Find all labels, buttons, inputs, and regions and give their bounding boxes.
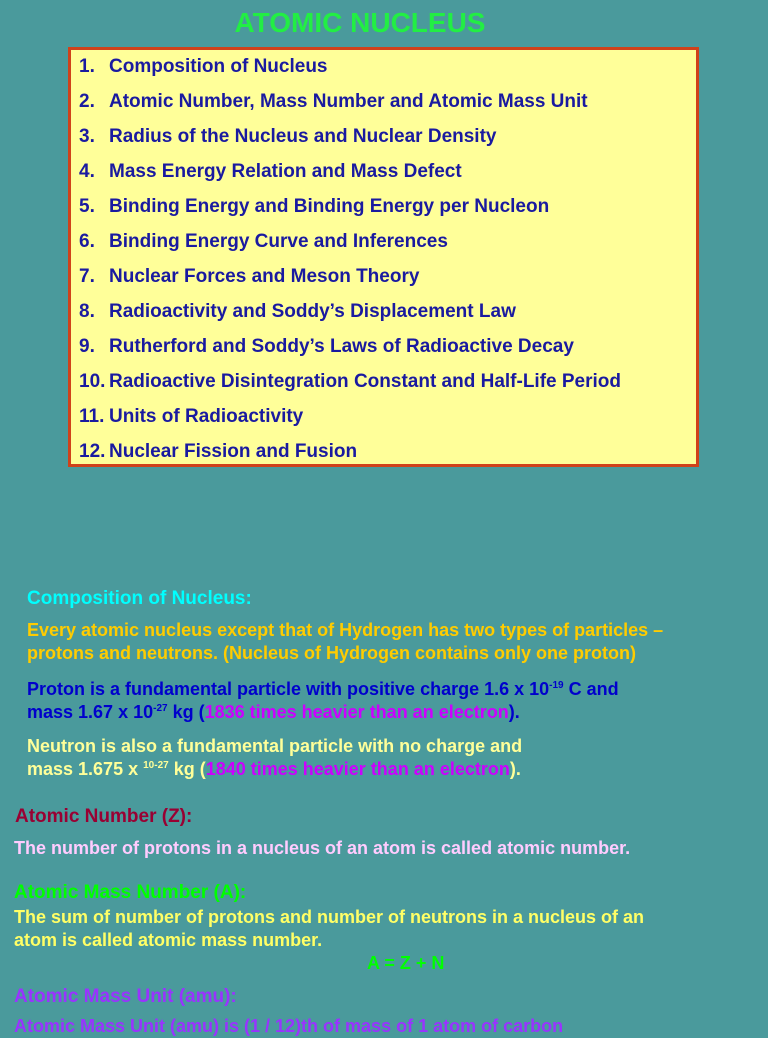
toc-item-label: Binding Energy Curve and Inferences	[109, 231, 448, 252]
toc-item-label: Composition of Nucleus	[109, 56, 328, 77]
neutron-mass-text: mass 1.675 x	[27, 759, 144, 779]
toc-item	[79, 405, 303, 429]
neutron-comparison: 1840 times heavier than an electron	[205, 759, 510, 779]
toc-item-number: 4.	[79, 161, 95, 182]
toc-item	[79, 265, 419, 289]
composition-paragraph-line-1: Every atomic nucleus except that of Hydrogen has two types of particles –	[27, 620, 664, 640]
toc-item	[79, 55, 328, 79]
toc-item-number: 12.	[79, 441, 106, 462]
proton-line-2	[27, 701, 520, 724]
proton-comparison: 1836 times heavier than an electron	[204, 702, 509, 722]
toc-item-number: 5.	[79, 196, 95, 217]
neutron-mass-exponent: 10-27	[143, 760, 169, 771]
toc-item-label: Radius of the Nucleus and Nuclear Density	[109, 126, 497, 147]
composition-paragraph-line-2: protons and neutrons. (Nucleus of Hydrogen contains only one proton)	[27, 643, 637, 663]
toc-item-number: 7.	[79, 266, 95, 287]
page-title: ATOMIC NUCLEUS	[234, 7, 486, 38]
neutron-close: ).	[509, 759, 521, 779]
atomic-number-heading: Atomic Number (Z):	[15, 806, 193, 827]
toc-item	[79, 160, 462, 184]
toc-item	[79, 300, 516, 324]
toc-item	[79, 195, 549, 219]
toc-item-label: Radioactive Disintegration Constant and Half-Life Period	[109, 371, 622, 392]
toc-item-number: 11.	[79, 406, 105, 427]
toc-item	[79, 125, 496, 149]
mass-number-definition-line-2: atom is called atomic mass number.	[14, 930, 323, 950]
proton-mass-exponent: -27	[153, 703, 168, 714]
proton-charge-text: Proton is a fundamental particle with positive charge 1.6 x 10	[27, 679, 550, 699]
amu-definition-partial: Atomic Mass Unit (amu) is (1 / 12)th of mass of 1 atom of carbon	[14, 1016, 564, 1036]
toc-item-label: Rutherford and Soddy’s Laws of Radioactive Decay	[109, 336, 574, 357]
composition-heading: Composition of Nucleus:	[27, 588, 252, 609]
toc-item-label: Nuclear Fission and Fusion	[109, 441, 358, 462]
proton-charge-exponent: -19	[549, 680, 564, 691]
toc-item-number: 8.	[79, 301, 95, 322]
toc-item-number: 3.	[79, 126, 95, 147]
proton-line-1	[27, 678, 619, 701]
toc-item-number: 2.	[79, 91, 95, 112]
mass-number-definition-line-1: The sum of number of protons and number of neutrons in a nucleus of an	[14, 907, 645, 927]
mass-number-formula: A = Z + N	[367, 953, 445, 973]
neutron-line-2	[27, 758, 521, 781]
toc-item-label: Atomic Number, Mass Number and Atomic Mass Unit	[109, 91, 588, 112]
neutron-line-1: Neutron is also a fundamental particle with no charge and	[27, 736, 523, 756]
toc-item-label: Nuclear Forces and Meson Theory	[109, 266, 420, 287]
atomic-number-definition: The number of protons in a nucleus of an atom is called atomic number.	[14, 838, 631, 858]
mass-number-heading: Atomic Mass Number (A):	[14, 882, 247, 903]
toc-item-number: 10.	[79, 371, 106, 392]
proton-close: ).	[508, 702, 520, 722]
neutron-mass-unit: kg (	[168, 759, 206, 779]
toc-item	[79, 335, 574, 359]
toc-item-number: 1.	[79, 56, 95, 77]
toc-item-label: Binding Energy and Binding Energy per Nucleon	[109, 196, 550, 217]
amu-heading: Atomic Mass Unit (amu):	[14, 986, 237, 1007]
toc-item-number: 9.	[79, 336, 95, 357]
toc-item-label: Radioactivity and Soddy’s Displacement Law	[109, 301, 516, 322]
toc-item	[79, 370, 621, 394]
toc-item-number: 6.	[79, 231, 95, 252]
toc-item	[79, 230, 448, 254]
toc-item-label: Mass Energy Relation and Mass Defect	[109, 161, 462, 182]
toc-item	[79, 440, 357, 464]
proton-mass-text: mass 1.67 x 10	[27, 702, 154, 722]
toc-item-label: Units of Radioactivity	[109, 406, 304, 427]
proton-charge-unit: C and	[563, 679, 619, 699]
table-of-contents	[68, 47, 699, 467]
toc-item	[79, 90, 588, 114]
proton-mass-unit: kg (	[167, 702, 205, 722]
